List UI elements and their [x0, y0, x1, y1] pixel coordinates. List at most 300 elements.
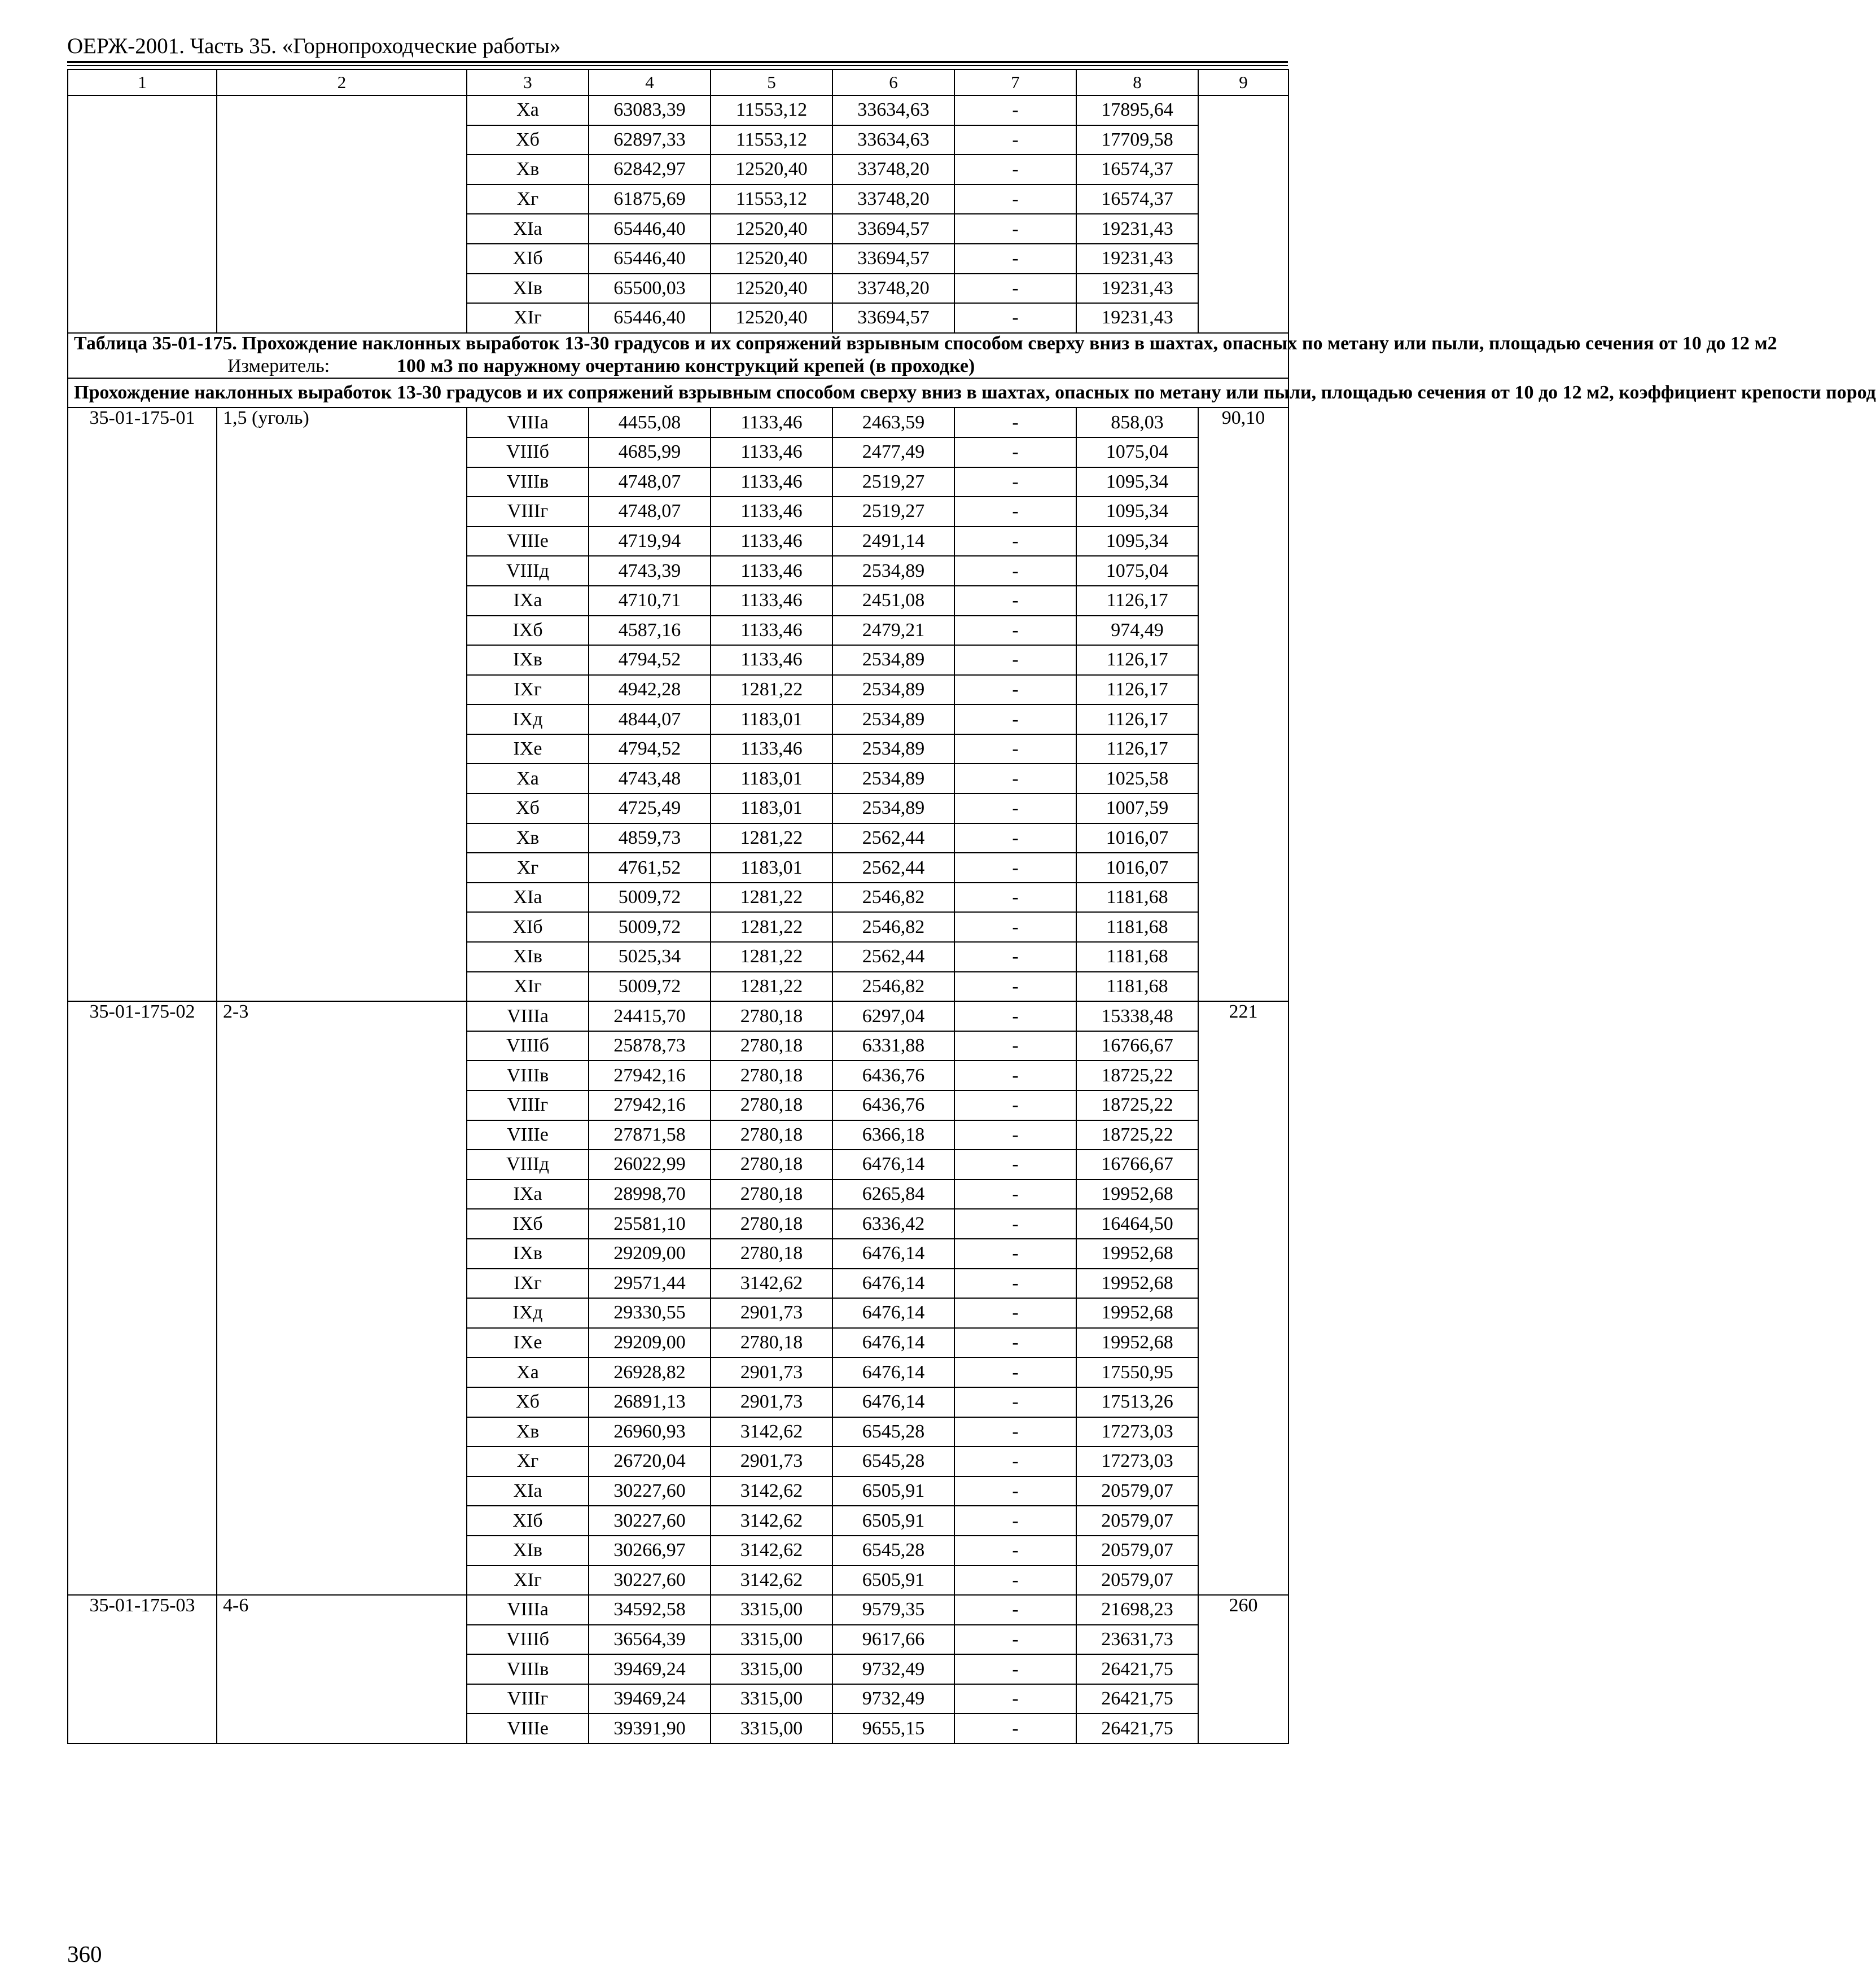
table-cell: 3315,00 [711, 1625, 832, 1655]
table-cell: VIIIa [467, 1001, 589, 1031]
table-cell: VIIIe [467, 527, 589, 556]
table-cell: 19952,68 [1076, 1269, 1198, 1299]
table-cell: 3315,00 [711, 1595, 832, 1625]
table-cell: 3315,00 [711, 1713, 832, 1743]
table-cell: 3142,62 [711, 1506, 832, 1536]
table-cell: 1126,17 [1076, 645, 1198, 675]
table-cell: IXд [467, 1298, 589, 1328]
col9-value: 221 [1198, 1001, 1288, 1595]
table-cell: 6476,14 [832, 1387, 954, 1417]
table-cell: 1016,07 [1076, 823, 1198, 853]
table-cell: 9579,35 [832, 1595, 954, 1625]
measure-value: 100 м3 по наружному очертанию конструкций крепей (в проходке) [397, 355, 975, 376]
table-cell: 2534,89 [832, 734, 954, 764]
table-cell: 16464,50 [1076, 1209, 1198, 1239]
table-cell: - [954, 912, 1076, 942]
table-cell: 6545,28 [832, 1536, 954, 1566]
table-cell: 11553,12 [711, 125, 832, 155]
table-cell: 3315,00 [711, 1684, 832, 1714]
table-cell: 1095,34 [1076, 467, 1198, 497]
table-cell: 65446,40 [589, 303, 711, 333]
table-cell: IXe [467, 734, 589, 764]
table-cell: 16766,67 [1076, 1150, 1198, 1180]
table-cell: 2463,59 [832, 407, 954, 437]
table-cell: - [954, 1269, 1076, 1299]
table-cell: 33634,63 [832, 125, 954, 155]
table-cell: 1181,68 [1076, 942, 1198, 972]
table-cell: 6436,76 [832, 1060, 954, 1090]
table-cell: XIг [467, 972, 589, 1002]
table-cell: 6476,14 [832, 1357, 954, 1387]
hardness-coefficient: 1,5 (уголь) [217, 407, 467, 1001]
table-cell: 12520,40 [711, 214, 832, 244]
column-number: 6 [832, 69, 954, 95]
table-cell: 5009,72 [589, 972, 711, 1002]
table-cell: - [954, 1506, 1076, 1536]
table-cell: IXб [467, 616, 589, 646]
table-cell: 27942,16 [589, 1090, 711, 1120]
table-cell: 6476,14 [832, 1298, 954, 1328]
table-cell: - [954, 1476, 1076, 1506]
table-cell: 63083,39 [589, 95, 711, 125]
table-cell: - [954, 244, 1076, 274]
measure-line [74, 355, 1282, 378]
table-cell: Xa [467, 764, 589, 794]
table-cell: 29209,00 [589, 1328, 711, 1358]
table-cell: 4794,52 [589, 734, 711, 764]
table-cell: XIa [467, 214, 589, 244]
table-cell: 4794,52 [589, 645, 711, 675]
table-cell: 2534,89 [832, 764, 954, 794]
table-cell: - [954, 437, 1076, 467]
table-cell: 20579,07 [1076, 1506, 1198, 1536]
table-cell: 33694,57 [832, 214, 954, 244]
table-cell: 30227,60 [589, 1476, 711, 1506]
table-cell: 1133,46 [711, 734, 832, 764]
table-cell: 1133,46 [711, 437, 832, 467]
table-cell: 6476,14 [832, 1239, 954, 1269]
table-cell: - [954, 764, 1076, 794]
rates-table [67, 69, 1876, 1744]
table-cell: 6505,91 [832, 1566, 954, 1596]
column-number: 7 [954, 69, 1076, 95]
table-cell: 3142,62 [711, 1476, 832, 1506]
table-cell: - [954, 734, 1076, 764]
code-cell-empty [68, 95, 217, 333]
table-cell: 20579,07 [1076, 1566, 1198, 1596]
table-cell: - [954, 1031, 1076, 1061]
table-cell: 1133,46 [711, 616, 832, 646]
rates-table-body [68, 69, 1876, 1743]
table-cell: 28998,70 [589, 1180, 711, 1209]
table-cell: 3142,62 [711, 1536, 832, 1566]
table-cell: 17709,58 [1076, 125, 1198, 155]
table-cell: VIIIб [467, 437, 589, 467]
table-cell: 1133,46 [711, 556, 832, 586]
table-cell: - [954, 1060, 1076, 1090]
table-cell: 1133,46 [711, 407, 832, 437]
table-cell: 5009,72 [589, 883, 711, 913]
table-cell: 65500,03 [589, 274, 711, 304]
table-cell: XIб [467, 912, 589, 942]
table-cell: 33748,20 [832, 155, 954, 185]
table-cell: 4844,07 [589, 704, 711, 734]
table-cell: 4743,39 [589, 556, 711, 586]
table-cell: 65446,40 [589, 214, 711, 244]
table-cell: 2534,89 [832, 675, 954, 705]
table-cell: VIIIв [467, 467, 589, 497]
table-cell: 12520,40 [711, 303, 832, 333]
table-cell: VIIIв [467, 1060, 589, 1090]
table-cell: 19952,68 [1076, 1239, 1198, 1269]
table-title: Таблица 35-01-175. Прохождение наклонных выработок 13-30 градусов и их сопряжений взрывным способом сверху вниз в шахтах, опасных по метану или пыли, площадью сечения от 10 до 12 м2 [74, 332, 1777, 354]
table-cell: 4587,16 [589, 616, 711, 646]
table-cell: Xв [467, 1417, 589, 1447]
table-cell: 11553,12 [711, 185, 832, 214]
table-cell: 5025,34 [589, 942, 711, 972]
table-cell: 1126,17 [1076, 675, 1198, 705]
page-header: ОЕРЖ-2001. Часть 35. «Горнопроходческие работы» [67, 34, 561, 58]
table-cell: 3142,62 [711, 1417, 832, 1447]
table-cell: Xб [467, 125, 589, 155]
table-cell: 2534,89 [832, 794, 954, 823]
table-cell: 2780,18 [711, 1120, 832, 1150]
table-cell: 1126,17 [1076, 734, 1198, 764]
table-row [68, 407, 1288, 437]
table-cell: 6476,14 [832, 1269, 954, 1299]
table-cell: 3142,62 [711, 1566, 832, 1596]
table-cell: - [954, 1001, 1076, 1031]
table-cell: 4743,48 [589, 764, 711, 794]
table-cell: 33694,57 [832, 244, 954, 274]
table-cell: XIa [467, 883, 589, 913]
table-cell: Xa [467, 95, 589, 125]
header-rule-thick [67, 61, 1288, 63]
table-cell: Xб [467, 1387, 589, 1417]
table-cell: 36564,39 [589, 1625, 711, 1655]
table-cell: 2562,44 [832, 823, 954, 853]
table-cell: 2901,73 [711, 1387, 832, 1417]
table-cell: 1183,01 [711, 794, 832, 823]
table-cell: 17273,03 [1076, 1417, 1198, 1447]
table-cell: 11553,12 [711, 95, 832, 125]
column-numbers-row [68, 69, 1288, 95]
table-cell: 2519,27 [832, 497, 954, 527]
table-cell: 62897,33 [589, 125, 711, 155]
table-cell: 19952,68 [1076, 1298, 1198, 1328]
table-cell: 2534,89 [832, 645, 954, 675]
table-cell: 24415,70 [589, 1001, 711, 1031]
table-cell: 1007,59 [1076, 794, 1198, 823]
table-cell: IXв [467, 1239, 589, 1269]
table-cell: 2901,73 [711, 1357, 832, 1387]
table-cell: 4719,94 [589, 527, 711, 556]
table-cell: XIв [467, 1536, 589, 1566]
table-cell: VIIIд [467, 556, 589, 586]
table-cell: - [954, 1120, 1076, 1150]
table-cell: 12520,40 [711, 274, 832, 304]
table-cell: - [954, 95, 1076, 125]
table-cell: 6476,14 [832, 1328, 954, 1358]
table-cell: - [954, 823, 1076, 853]
table-cell: - [954, 1625, 1076, 1655]
table-cell: - [954, 1239, 1076, 1269]
column-number: 5 [711, 69, 832, 95]
table-cell: 2780,18 [711, 1031, 832, 1061]
table-cell: - [954, 1595, 1076, 1625]
norm-code: 35-01-175-03 [68, 1595, 217, 1743]
table-cell: VIIIб [467, 1031, 589, 1061]
table-cell: - [954, 556, 1076, 586]
table-cell: 17513,26 [1076, 1387, 1198, 1417]
table-cell: VIIIд [467, 1150, 589, 1180]
table-cell: 1281,22 [711, 942, 832, 972]
table-cell: 2491,14 [832, 527, 954, 556]
table-cell: - [954, 185, 1076, 214]
table-cell: VIIIг [467, 1090, 589, 1120]
table-cell: 6331,88 [832, 1031, 954, 1061]
table-cell: 27871,58 [589, 1120, 711, 1150]
norm-code: 35-01-175-02 [68, 1001, 217, 1595]
table-cell: 1133,46 [711, 467, 832, 497]
table-cell: 29209,00 [589, 1239, 711, 1269]
table-cell: - [954, 972, 1076, 1002]
table-cell: IXв [467, 645, 589, 675]
table-cell: 16574,37 [1076, 155, 1198, 185]
table-cell: 2780,18 [711, 1239, 832, 1269]
table-cell: 19231,43 [1076, 244, 1198, 274]
table-cell: 19952,68 [1076, 1180, 1198, 1209]
table-cell: 2901,73 [711, 1298, 832, 1328]
measure-label: Измеритель: [227, 355, 330, 376]
table-cell: - [954, 1209, 1076, 1239]
norm-code: 35-01-175-01 [68, 407, 217, 1001]
header-rule-thin [67, 65, 1288, 66]
table-cell: - [954, 497, 1076, 527]
table-cell: - [954, 1713, 1076, 1743]
table-cell: Xв [467, 155, 589, 185]
table-cell: 4710,71 [589, 586, 711, 616]
table-cell: 3315,00 [711, 1654, 832, 1684]
table-row [68, 1595, 1288, 1625]
table-cell: 2780,18 [711, 1180, 832, 1209]
table-cell: 2477,49 [832, 437, 954, 467]
table-cell: - [954, 155, 1076, 185]
table-cell: VIIIб [467, 1625, 589, 1655]
hardness-coefficient: 2-3 [217, 1001, 467, 1595]
table-cell: 1281,22 [711, 972, 832, 1002]
column-number: 2 [217, 69, 467, 95]
column-number: 8 [1076, 69, 1198, 95]
table-cell: 2534,89 [832, 704, 954, 734]
table-cell: 1126,17 [1076, 704, 1198, 734]
table-cell: 2562,44 [832, 853, 954, 883]
table-cell: 16574,37 [1076, 185, 1198, 214]
table-cell: 974,49 [1076, 616, 1198, 646]
column-number: 4 [589, 69, 711, 95]
table-cell: 30227,60 [589, 1566, 711, 1596]
table-cell: 19231,43 [1076, 274, 1198, 304]
table-cell: - [954, 1150, 1076, 1180]
table-cell: IXг [467, 675, 589, 705]
table-cell: 12520,40 [711, 155, 832, 185]
table-cell: 1133,46 [711, 586, 832, 616]
table-cell: 1095,34 [1076, 527, 1198, 556]
table-cell: - [954, 1328, 1076, 1358]
table-cell: 6505,91 [832, 1476, 954, 1506]
table-cell: - [954, 274, 1076, 304]
table-row [68, 1001, 1288, 1031]
table-cell: 6297,04 [832, 1001, 954, 1031]
table-cell: 26928,82 [589, 1357, 711, 1387]
table-cell: 19952,68 [1076, 1328, 1198, 1358]
table-cell: - [954, 704, 1076, 734]
table-cell: 2901,73 [711, 1447, 832, 1476]
table-cell: 26022,99 [589, 1150, 711, 1180]
table-cell: - [954, 1417, 1076, 1447]
table-cell: 5009,72 [589, 912, 711, 942]
table-cell: 1133,46 [711, 497, 832, 527]
section-title: Прохождение наклонных выработок 13-30 градусов и их сопряжений взрывным способом сверху вниз в шахтах, опасных по метану или пыли, площадью сечения от 10 до 12 м2, коэффициент крепости пород [68, 378, 1288, 408]
table-cell: Xб [467, 794, 589, 823]
table-cell: 2780,18 [711, 1328, 832, 1358]
table-cell: 4761,52 [589, 853, 711, 883]
table-cell: 33748,20 [832, 185, 954, 214]
table-cell: Xг [467, 1447, 589, 1476]
table-cell: IXд [467, 704, 589, 734]
table-cell: 26960,93 [589, 1417, 711, 1447]
table-cell: - [954, 883, 1076, 913]
table-cell: - [954, 794, 1076, 823]
table-cell: 1281,22 [711, 823, 832, 853]
table-cell: 6366,18 [832, 1120, 954, 1150]
table-cell: 858,03 [1076, 407, 1198, 437]
table-cell: 1095,34 [1076, 497, 1198, 527]
table-cell: IXa [467, 586, 589, 616]
table-cell: 1075,04 [1076, 437, 1198, 467]
table-cell: 27942,16 [589, 1060, 711, 1090]
table-cell: - [954, 586, 1076, 616]
table-cell: 6336,42 [832, 1209, 954, 1239]
table-cell: 33634,63 [832, 95, 954, 125]
table-cell: 2546,82 [832, 912, 954, 942]
table-cell: - [954, 1654, 1076, 1684]
table-cell: 29330,55 [589, 1298, 711, 1328]
table-cell: 30227,60 [589, 1506, 711, 1536]
col9-value: 90,10 [1198, 407, 1288, 1001]
column-number: 9 [1198, 69, 1288, 95]
table-cell: 4748,07 [589, 497, 711, 527]
table-cell: 23631,73 [1076, 1625, 1198, 1655]
table-cell: - [954, 853, 1076, 883]
table-cell: 1133,46 [711, 645, 832, 675]
table-cell: VIIIe [467, 1713, 589, 1743]
table-cell: 9732,49 [832, 1684, 954, 1714]
table-cell: 1281,22 [711, 883, 832, 913]
table-cell: 2780,18 [711, 1209, 832, 1239]
table-cell: 18725,22 [1076, 1090, 1198, 1120]
table-cell: 2780,18 [711, 1150, 832, 1180]
col9-cell-empty [1198, 95, 1288, 333]
table-cell: 6436,76 [832, 1090, 954, 1120]
table-cell: IXa [467, 1180, 589, 1209]
table-cell: 39469,24 [589, 1654, 711, 1684]
hardness-coefficient: 4-6 [217, 1595, 467, 1743]
table-cell: 18725,22 [1076, 1060, 1198, 1090]
table-cell: 61875,69 [589, 185, 711, 214]
table-cell: - [954, 125, 1076, 155]
table-cell: 4455,08 [589, 407, 711, 437]
table-cell: 9655,15 [832, 1713, 954, 1743]
table-cell: 6476,14 [832, 1150, 954, 1180]
table-cell: 1126,17 [1076, 586, 1198, 616]
table-cell: 4685,99 [589, 437, 711, 467]
table-cell: 6545,28 [832, 1447, 954, 1476]
table-cell: 65446,40 [589, 244, 711, 274]
table-cell: 26720,04 [589, 1447, 711, 1476]
table-cell: 1183,01 [711, 853, 832, 883]
table-cell: 20579,07 [1076, 1536, 1198, 1566]
table-cell: XIб [467, 244, 589, 274]
table-cell: 1181,68 [1076, 912, 1198, 942]
table-cell: 17895,64 [1076, 95, 1198, 125]
table-cell: 19231,43 [1076, 303, 1198, 333]
table-title-cell [68, 332, 1777, 378]
table-cell: 18725,22 [1076, 1120, 1198, 1150]
table-cell: 21698,23 [1076, 1595, 1198, 1625]
table-cell: Xг [467, 853, 589, 883]
table-cell: Xa [467, 1357, 589, 1387]
table-cell: 26421,75 [1076, 1684, 1198, 1714]
table-cell: 1181,68 [1076, 972, 1198, 1002]
table-cell: - [954, 1090, 1076, 1120]
table-cell: - [954, 1566, 1076, 1596]
table-cell: 26421,75 [1076, 1654, 1198, 1684]
table-cell: 1075,04 [1076, 556, 1198, 586]
table-cell: 3142,62 [711, 1269, 832, 1299]
table-cell: XIa [467, 1476, 589, 1506]
table-cell: - [954, 1180, 1076, 1209]
table-cell: 34592,58 [589, 1595, 711, 1625]
coef-cell-empty [217, 95, 467, 333]
table-row [68, 95, 1288, 125]
table-cell: 1016,07 [1076, 853, 1198, 883]
table-cell: Xв [467, 823, 589, 853]
table-cell: 1183,01 [711, 764, 832, 794]
page-number: 360 [67, 1941, 102, 1967]
table-cell: 12520,40 [711, 244, 832, 274]
table-cell: 4725,49 [589, 794, 711, 823]
table-cell: XIв [467, 274, 589, 304]
table-cell: 2780,18 [711, 1060, 832, 1090]
col9-value: 260 [1198, 1595, 1288, 1743]
table-cell: XIв [467, 942, 589, 972]
table-cell: 17273,03 [1076, 1447, 1198, 1476]
table-cell: XIб [467, 1506, 589, 1536]
table-cell: Xг [467, 185, 589, 214]
table-cell: 2546,82 [832, 883, 954, 913]
table-cell: 25581,10 [589, 1209, 711, 1239]
table-cell: 26421,75 [1076, 1713, 1198, 1743]
table-cell: 30266,97 [589, 1536, 711, 1566]
table-cell: 2479,21 [832, 616, 954, 646]
table-cell: 2534,89 [832, 556, 954, 586]
table-cell: - [954, 407, 1076, 437]
table-cell: 20579,07 [1076, 1476, 1198, 1506]
table-cell: 6545,28 [832, 1417, 954, 1447]
table-cell: VIIIa [467, 407, 589, 437]
table-cell: 39469,24 [589, 1684, 711, 1714]
